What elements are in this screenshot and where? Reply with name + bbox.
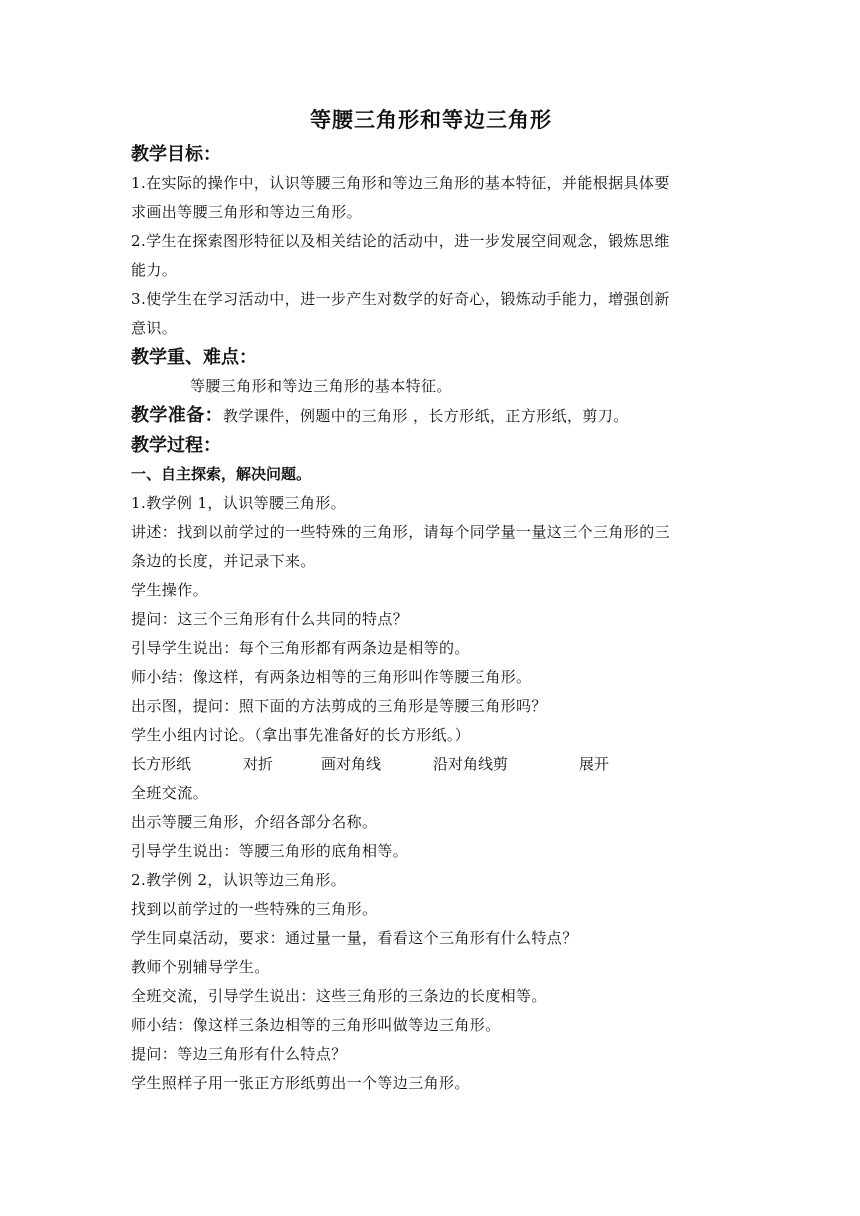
key-points-heading: 教学重、难点：: [131, 347, 257, 368]
process-line: 学生操作。: [131, 581, 209, 599]
preparation-label: 教学准备：: [131, 405, 223, 426]
step-label: 沿对角线剪: [433, 755, 509, 773]
document-page: [131, 100, 731, 1098]
objectives-heading: 教学目标：: [131, 144, 221, 165]
process-line: 学生照样子用一张正方形纸剪出一个等边三角形。: [131, 1074, 470, 1092]
process-line: 师小结：像这样三条边相等的三角形叫做等边三角形。: [131, 1016, 501, 1034]
process-line: 全班交流。: [131, 784, 209, 802]
process-line: 学生小组内讨论。（拿出事先准备好的长方形纸。）: [131, 726, 471, 744]
process-line: 找到以前学过的一些特殊的三角形。: [131, 900, 378, 918]
objective-line: 能力。: [131, 261, 178, 279]
process-line: 师小结：像这样，有两条边相等的三角形叫作等腰三角形。: [131, 668, 532, 686]
process-line: 教师个别辅导学生。: [131, 958, 270, 976]
process-line: 条边的长度，并记录下来。: [131, 552, 316, 570]
objective-line: 求画出等腰三角形和等边三角形。: [131, 203, 363, 221]
process-line: 出示图，提问：照下面的方法剪成的三角形是等腰三角形吗？: [131, 697, 547, 715]
process-line: 提问：这三个三角形有什么共同的特点？: [131, 610, 409, 628]
key-points-text: 等腰三角形和等边三角形的基本特征。: [190, 377, 452, 395]
process-line: 2.教学例 2，认识等边三角形。: [131, 871, 347, 889]
objective-line: 3.使学生在学习活动中，进一步产生对数学的好奇心，锻炼动手能力，增强创新: [131, 290, 670, 308]
objective-line: 2.学生在探索图形特征以及相关结论的活动中，进一步发展空间观念，锻炼思维: [131, 232, 670, 250]
process-heading: 教学过程：: [131, 435, 221, 456]
step-label: 对折: [243, 755, 274, 773]
step-label: 画对角线: [321, 755, 382, 773]
preparation-line: [131, 401, 731, 431]
process-line: 引导学生说出：等腰三角形的底角相等。: [131, 842, 409, 860]
process-line: 引导学生说出：每个三角形都有两条边是相等的。: [131, 639, 470, 657]
process-line: 学生同桌活动，要求：通过量一量，看看这个三角形有什么特点？: [131, 929, 578, 947]
objective-line: 1.在实际的操作中，认识等腰三角形和等边三角形的基本特征，并能根据具体要: [131, 174, 670, 192]
step-label: 长方形纸: [131, 755, 192, 773]
preparation-text: 教学课件，例题中的三角形 ，长方形纸，正方形纸，剪刀。: [223, 407, 629, 425]
step-label: 展开: [579, 755, 610, 773]
process-line: 讲述：找到以前学过的一些特殊的三角形，请每个同学量一量这三个三角形的三: [131, 523, 671, 541]
process-line: 提问：等边三角形有什么特点？: [131, 1045, 347, 1063]
document-title: 等腰三角形和等边三角形: [310, 107, 552, 132]
section-title: 一、自主探索，解决问题。: [131, 465, 312, 483]
folding-steps: [131, 750, 731, 779]
process-line: 全班交流，引导学生说出：这些三角形的三条边的长度相等。: [131, 987, 547, 1005]
objective-line: 意识。: [131, 319, 178, 337]
process-line: 1.教学例 1，认识等腰三角形。: [131, 494, 347, 512]
process-line: 出示等腰三角形，介绍各部分名称。: [131, 813, 378, 831]
